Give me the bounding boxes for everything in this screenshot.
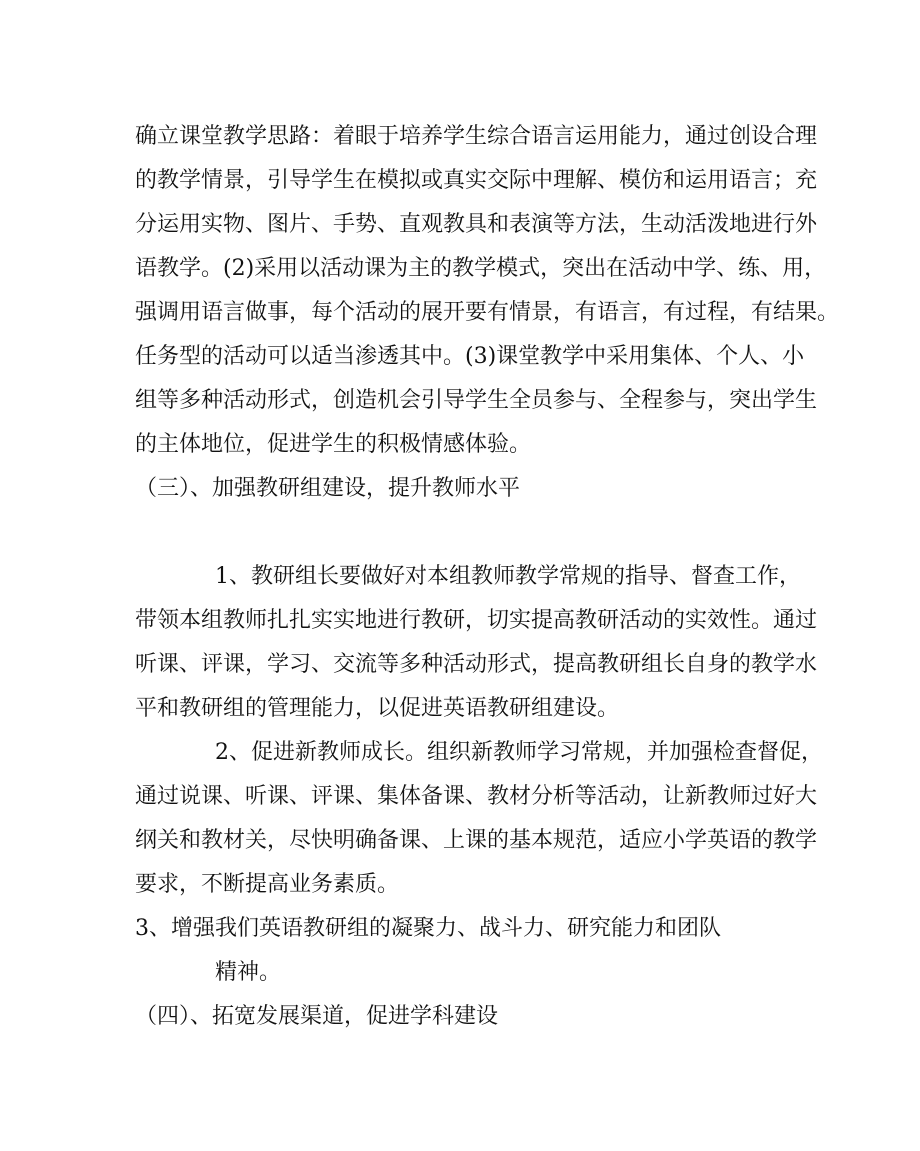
list-item-3-line: 精神。 — [215, 960, 282, 985]
list-item-1-line: 平和教研组的管理能力，以促进英语教研组建设。 — [135, 696, 620, 721]
list-item-2-line: 2、促进新教师成长。组织新教师学习常规，并加强检查督促， — [215, 740, 823, 765]
body-text-line: 分运用实物、图片、手势、直观教具和表演等方法，生动活泼地进行外 — [135, 212, 818, 237]
list-item-2-line: 纲关和教材关，尽快明确备课、上课的基本规范，适应小学英语的教学 — [135, 828, 818, 853]
body-text-line: 的主体地位，促进学生的积极情感体验。 — [135, 432, 532, 457]
body-text-line: 强调用语言做事，每个活动的展开要有情景，有语言，有过程，有结果。 — [135, 300, 840, 325]
body-text-line: 组等多种活动形式，创造机会引导学生全员参与、全程参与，突出学生 — [135, 388, 818, 413]
section-heading-4: （四）、拓宽发展渠道，促进学科建设 — [135, 1004, 499, 1029]
list-item-2-line: 要求，不断提高业务素质。 — [135, 872, 400, 897]
list-item-1-line: 1、教研组长要做好对本组教师教学常规的指导、督查工作， — [215, 564, 801, 589]
body-text-line: 语教学。(2)采用以活动课为主的教学模式，突出在活动中学、练、用， — [135, 256, 827, 281]
body-text-line: 任务型的活动可以适当渗透其中。(3)课堂教学中采用集体、个人、小 — [135, 344, 805, 369]
list-item-2-line: 通过说课、听课、评课、集体备课、教材分析等活动，让新教师过好大 — [135, 784, 818, 809]
list-item-3-line: 3、增强我们英语教研组的凝聚力、战斗力、研究能力和团队 — [135, 916, 721, 941]
body-text-line: 的教学情景，引导学生在模拟或真实交际中理解、模仿和运用语言；充 — [135, 168, 818, 193]
list-item-1-line: 带领本组教师扎扎实实地进行教研，切实提高教研活动的实效性。通过 — [135, 608, 818, 633]
list-item-1-line: 听课、评课，学习、交流等多种活动形式，提高教研组长自身的教学水 — [135, 652, 818, 677]
section-heading-3: （三）、加强教研组建设，提升教师水平 — [135, 476, 521, 501]
body-text-line: 确立课堂教学思路：着眼于培养学生综合语言运用能力，通过创设合理 — [135, 124, 818, 149]
